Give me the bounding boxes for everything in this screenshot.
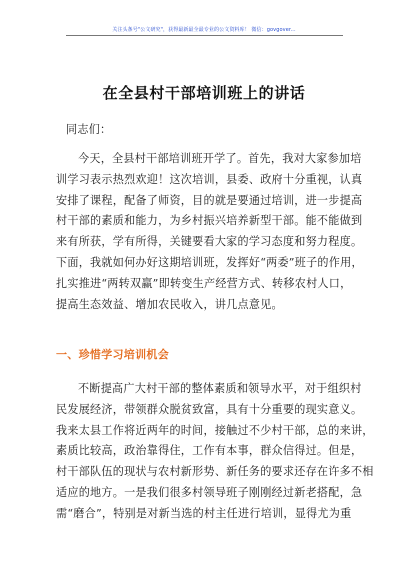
section-heading: 一、珍惜学习培训机会 bbox=[56, 348, 169, 361]
paragraph-line: 村干部队伍的现状与农村新形势、新任务的要求还存在许多不相 bbox=[56, 465, 374, 479]
paragraph-line: 民发展经济，带领群众脱贫致富，具有十分重要的现实意义。 bbox=[56, 402, 363, 416]
paragraph-line: 素质比较高，政治靠得住，工作有本事，群众信得过。但是， bbox=[56, 444, 363, 458]
paragraph-intro bbox=[56, 149, 363, 315]
paragraph-line: 训学习表示热烈欢迎！这次培训，县委、政府十分重视，认真 bbox=[56, 172, 363, 186]
document-title: 在全县村干部培训班上的讲话 bbox=[102, 84, 306, 102]
greeting: 同志们： bbox=[66, 123, 112, 136]
paragraph-line: 下面，我就如何办好这期培训班，发挥好“两委”班子的作用， bbox=[56, 255, 363, 269]
paragraph-line: 今天，全县村干部培训班开学了。首先，我对大家参加培 bbox=[78, 152, 362, 165]
paragraph-line: 我来太县工作将近两年的时间，接触过不少村干部，总的来讲， bbox=[56, 423, 374, 437]
header-banner: 关注头条号"公文研究"，获得最新最全最专业的公文资料库！ 微信：govgover... bbox=[112, 27, 296, 33]
paragraph-line: 安排了课程，配备了师资，目的就是要通过培训，进一步提高 bbox=[56, 193, 363, 207]
paragraph-line: 适应的地方。一是我们很多村领导班子刚刚经过新老搭配，急 bbox=[56, 485, 363, 499]
paragraph-line: 来有所获，学有所得，关键要看大家的学习态度和努力程度。 bbox=[56, 235, 363, 249]
paragraph-line: 扎实推进“两转双赢”即转变生产经营方式、转移农村人口， bbox=[56, 276, 352, 290]
paragraph-line: 提高生态效益、增加农民收入，讲几点意见。 bbox=[56, 297, 283, 311]
paragraph-section1 bbox=[56, 379, 374, 525]
paragraph-line: 村干部的素质和能力，为乡村振兴培养新型干部。能不能做到 bbox=[56, 214, 363, 228]
paragraph-line: 需“磨合”，特别是对新当选的村主任进行培训，显得尤为重 bbox=[56, 506, 352, 520]
header-divider bbox=[66, 35, 343, 36]
paragraph-line: 不断提高广大村干部的整体素质和领导水平，对于组织村 bbox=[78, 382, 362, 395]
